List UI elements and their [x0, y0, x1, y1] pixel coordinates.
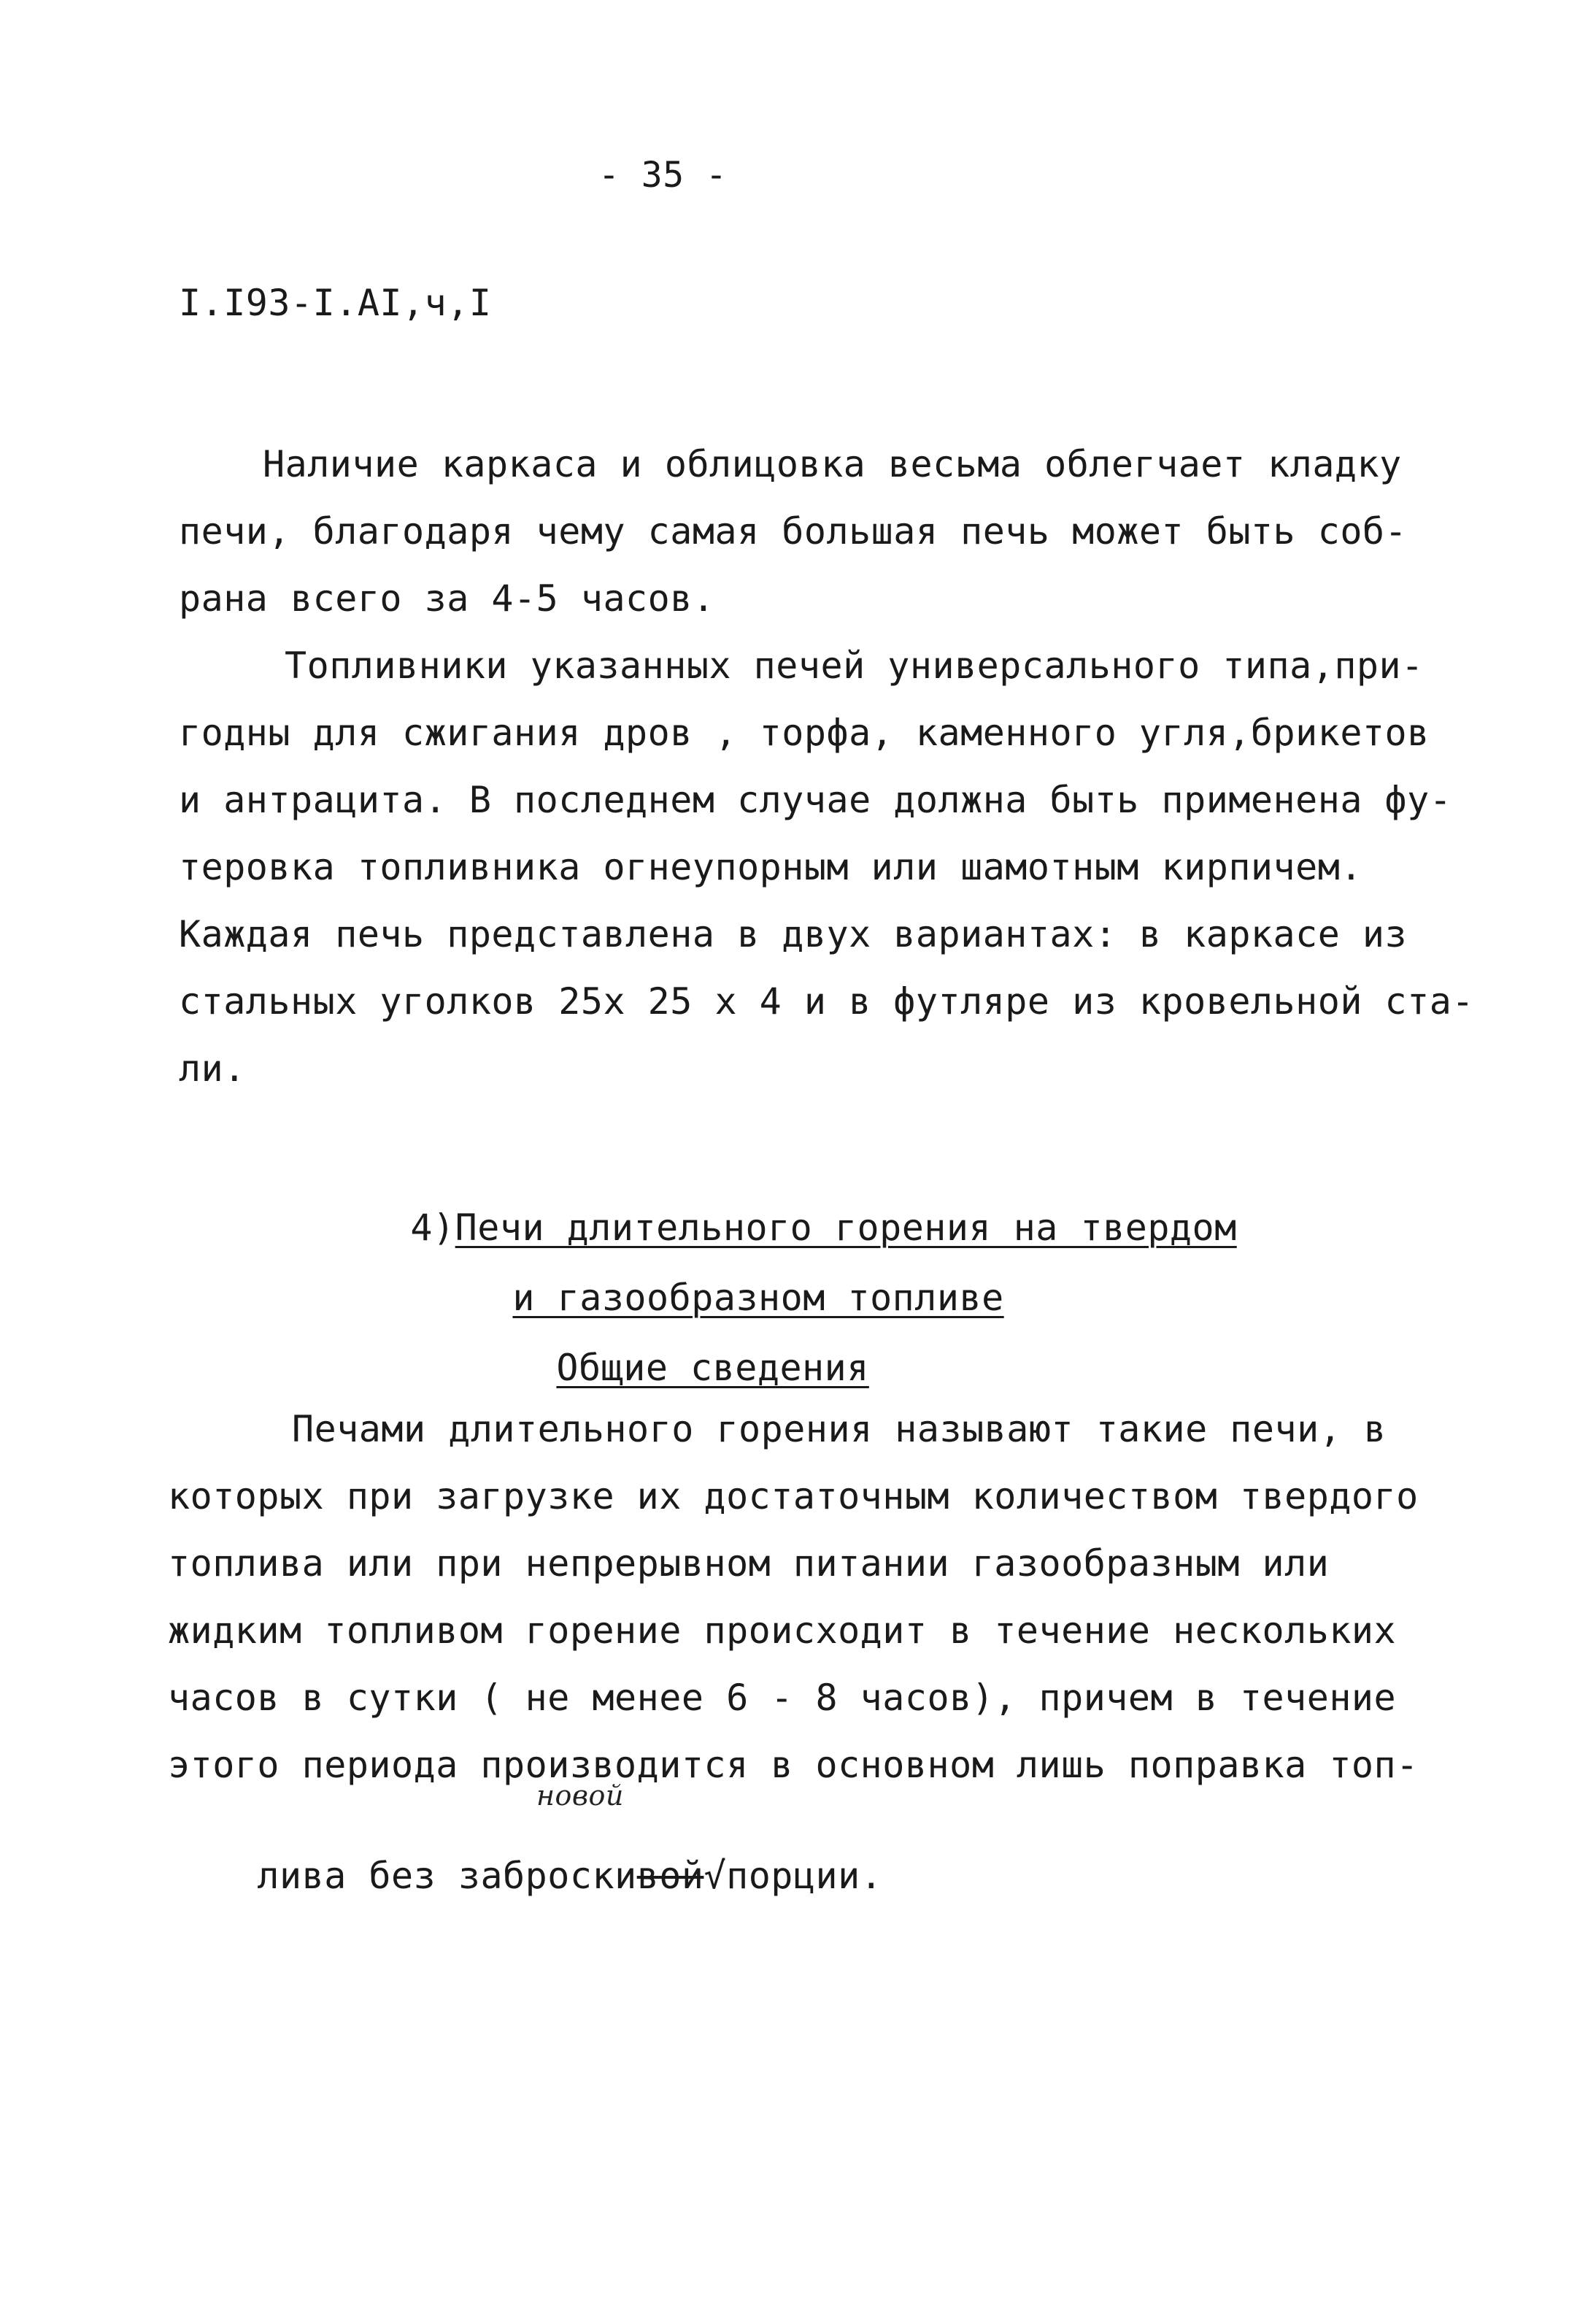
paragraph-line: Каждая печь представлена в двух вариантах: в каркасе из [179, 913, 1408, 955]
paragraph-line: теровка топливника огнеупорным или шамотным кирпичем. [179, 846, 1362, 888]
paragraph-line: жидким топливом горение происходит в течение нескольких [168, 1609, 1397, 1652]
struck-word: вой [636, 1855, 704, 1897]
section-number: 4) [410, 1207, 455, 1249]
section-subtitle-text: Общие сведения [556, 1347, 869, 1389]
paragraph-line: часов в сутки ( не менее 6 - 8 часов), причем в течение [168, 1677, 1397, 1719]
paragraph-line: ли. [179, 1047, 246, 1090]
paragraph-line: печи, благодаря чему самая большая печь может быть соб- [179, 510, 1408, 553]
paragraph-line: Печами длительного горения называют такие печи, в [292, 1408, 1387, 1450]
paragraph-line: этого периода производится в основном лишь поправка топ- [168, 1744, 1419, 1786]
paragraph-line: Наличие каркаса и облицовка весьма облегчает кладку [263, 443, 1402, 485]
paragraph-line: топлива или при непрерывном питании газообразным или [168, 1542, 1330, 1585]
document-code: I.I93-I.AI,ч,I [179, 282, 492, 324]
handwritten-correction: новой [536, 1779, 624, 1812]
section-title-line-2: и газообразном топливе [512, 1277, 1004, 1319]
page-number: - 35 - [598, 155, 728, 196]
paragraph-line: годны для сжигания дров , торфа, каменного угля,брикетов [179, 712, 1430, 754]
paragraph-line: и антрацита. В последнем случае должна быть применена фу- [179, 779, 1452, 821]
last-line-start: лива без заброски [257, 1855, 637, 1897]
insertion-mark-icon: √ [703, 1855, 727, 1897]
last-line-end: порции. [726, 1855, 883, 1897]
paragraph-last-line [168, 1810, 882, 1942]
paragraph-line: рана всего за 4-5 часов. [179, 577, 715, 620]
paragraph-line: Топливники указанных печей универсального типа,при- [285, 644, 1424, 687]
paragraph-line: стальных уголков 25х 25 х 4 и в футляре из кровельной ста- [179, 980, 1474, 1023]
section-title-line-1: Печи длительного горения на твердом [455, 1207, 1237, 1249]
paragraph-line: которых при загрузке их достаточным количеством твердого [168, 1475, 1419, 1517]
